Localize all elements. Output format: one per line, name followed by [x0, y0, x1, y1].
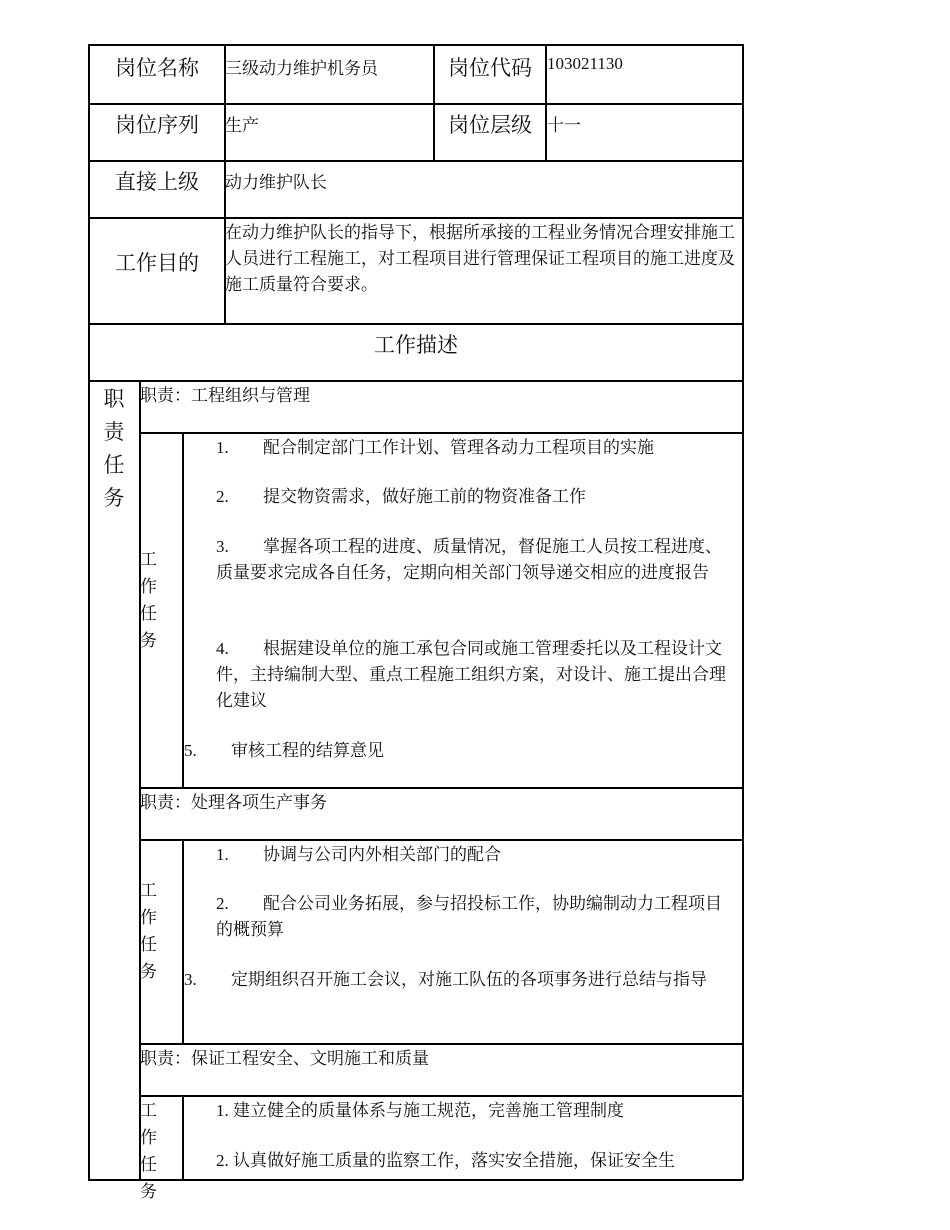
position-name-label: 岗位名称 [115, 56, 199, 80]
duty-title: 职责：保证工程安全、文明施工和质量 [140, 1049, 429, 1068]
task-item: 4. 根据建设单位的施工承包合同或施工管理委托以及工程设计文件，主持编制大型、重点工程施工组织方案，对设计、施工提出合理化建议 [216, 639, 726, 710]
section-title: 工作描述 [374, 333, 458, 357]
supervisor-value: 动力维护队长 [225, 173, 327, 192]
level-value: 十一 [547, 116, 581, 135]
task-item: 5. 审核工程的结算意见 [184, 741, 384, 760]
task-item: 3. 定期组织召开施工会议，对施工队伍的各项事务进行总结与指导 [184, 970, 707, 989]
side-label-duties: 职 责 任 务 [103, 387, 125, 510]
task-item: 1. 建立健全的质量体系与施工规范，完善施工管理制度 [216, 1101, 624, 1120]
task-label: 工 作 任 务 [140, 881, 157, 981]
task-item: 2. 提交物资需求，做好施工前的物资准备工作 [216, 487, 586, 506]
level-label: 岗位层级 [448, 113, 532, 137]
task-item: 2. 认真做好施工质量的监察工作，落实安全措施，保证安全生 [216, 1151, 675, 1170]
position-name-value: 三级动力维护机务员 [225, 59, 378, 78]
supervisor-label: 直接上级 [115, 170, 199, 194]
position-code-value: 103021130 [547, 54, 623, 73]
task-label: 工 作 任 务 [140, 550, 157, 650]
position-code-label: 岗位代码 [448, 56, 532, 80]
task-item: 2. 配合公司业务拓展，参与招投标工作，协助编制动力工程项目的概预算 [216, 894, 722, 939]
duty-title: 职责：处理各项生产事务 [140, 793, 327, 812]
task-item: 3. 掌握各项工程的进度、质量情况，督促施工人员按工程进度、质量要求完成各自任务，定期向相关部门领导递交相应的进度报告 [216, 537, 722, 582]
duty-title: 职责：工程组织与管理 [140, 386, 310, 405]
purpose-value: 在动力维护队长的指导下，根据所承接的工程业务情况合理安排施工人员进行工程施工，对工程项目进行管理保证工程项目的施工进度及施工质量符合要求。 [225, 223, 735, 294]
task-item: 1. 配合制定部门工作计划、管理各动力工程项目的实施 [216, 438, 654, 457]
sequence-label: 岗位序列 [115, 113, 199, 137]
sequence-value: 生产 [225, 116, 259, 135]
purpose-label: 工作目的 [115, 251, 199, 275]
task-label: 工 作 任 务 [140, 1101, 157, 1201]
task-item: 1. 协调与公司内外相关部门的配合 [216, 845, 501, 864]
